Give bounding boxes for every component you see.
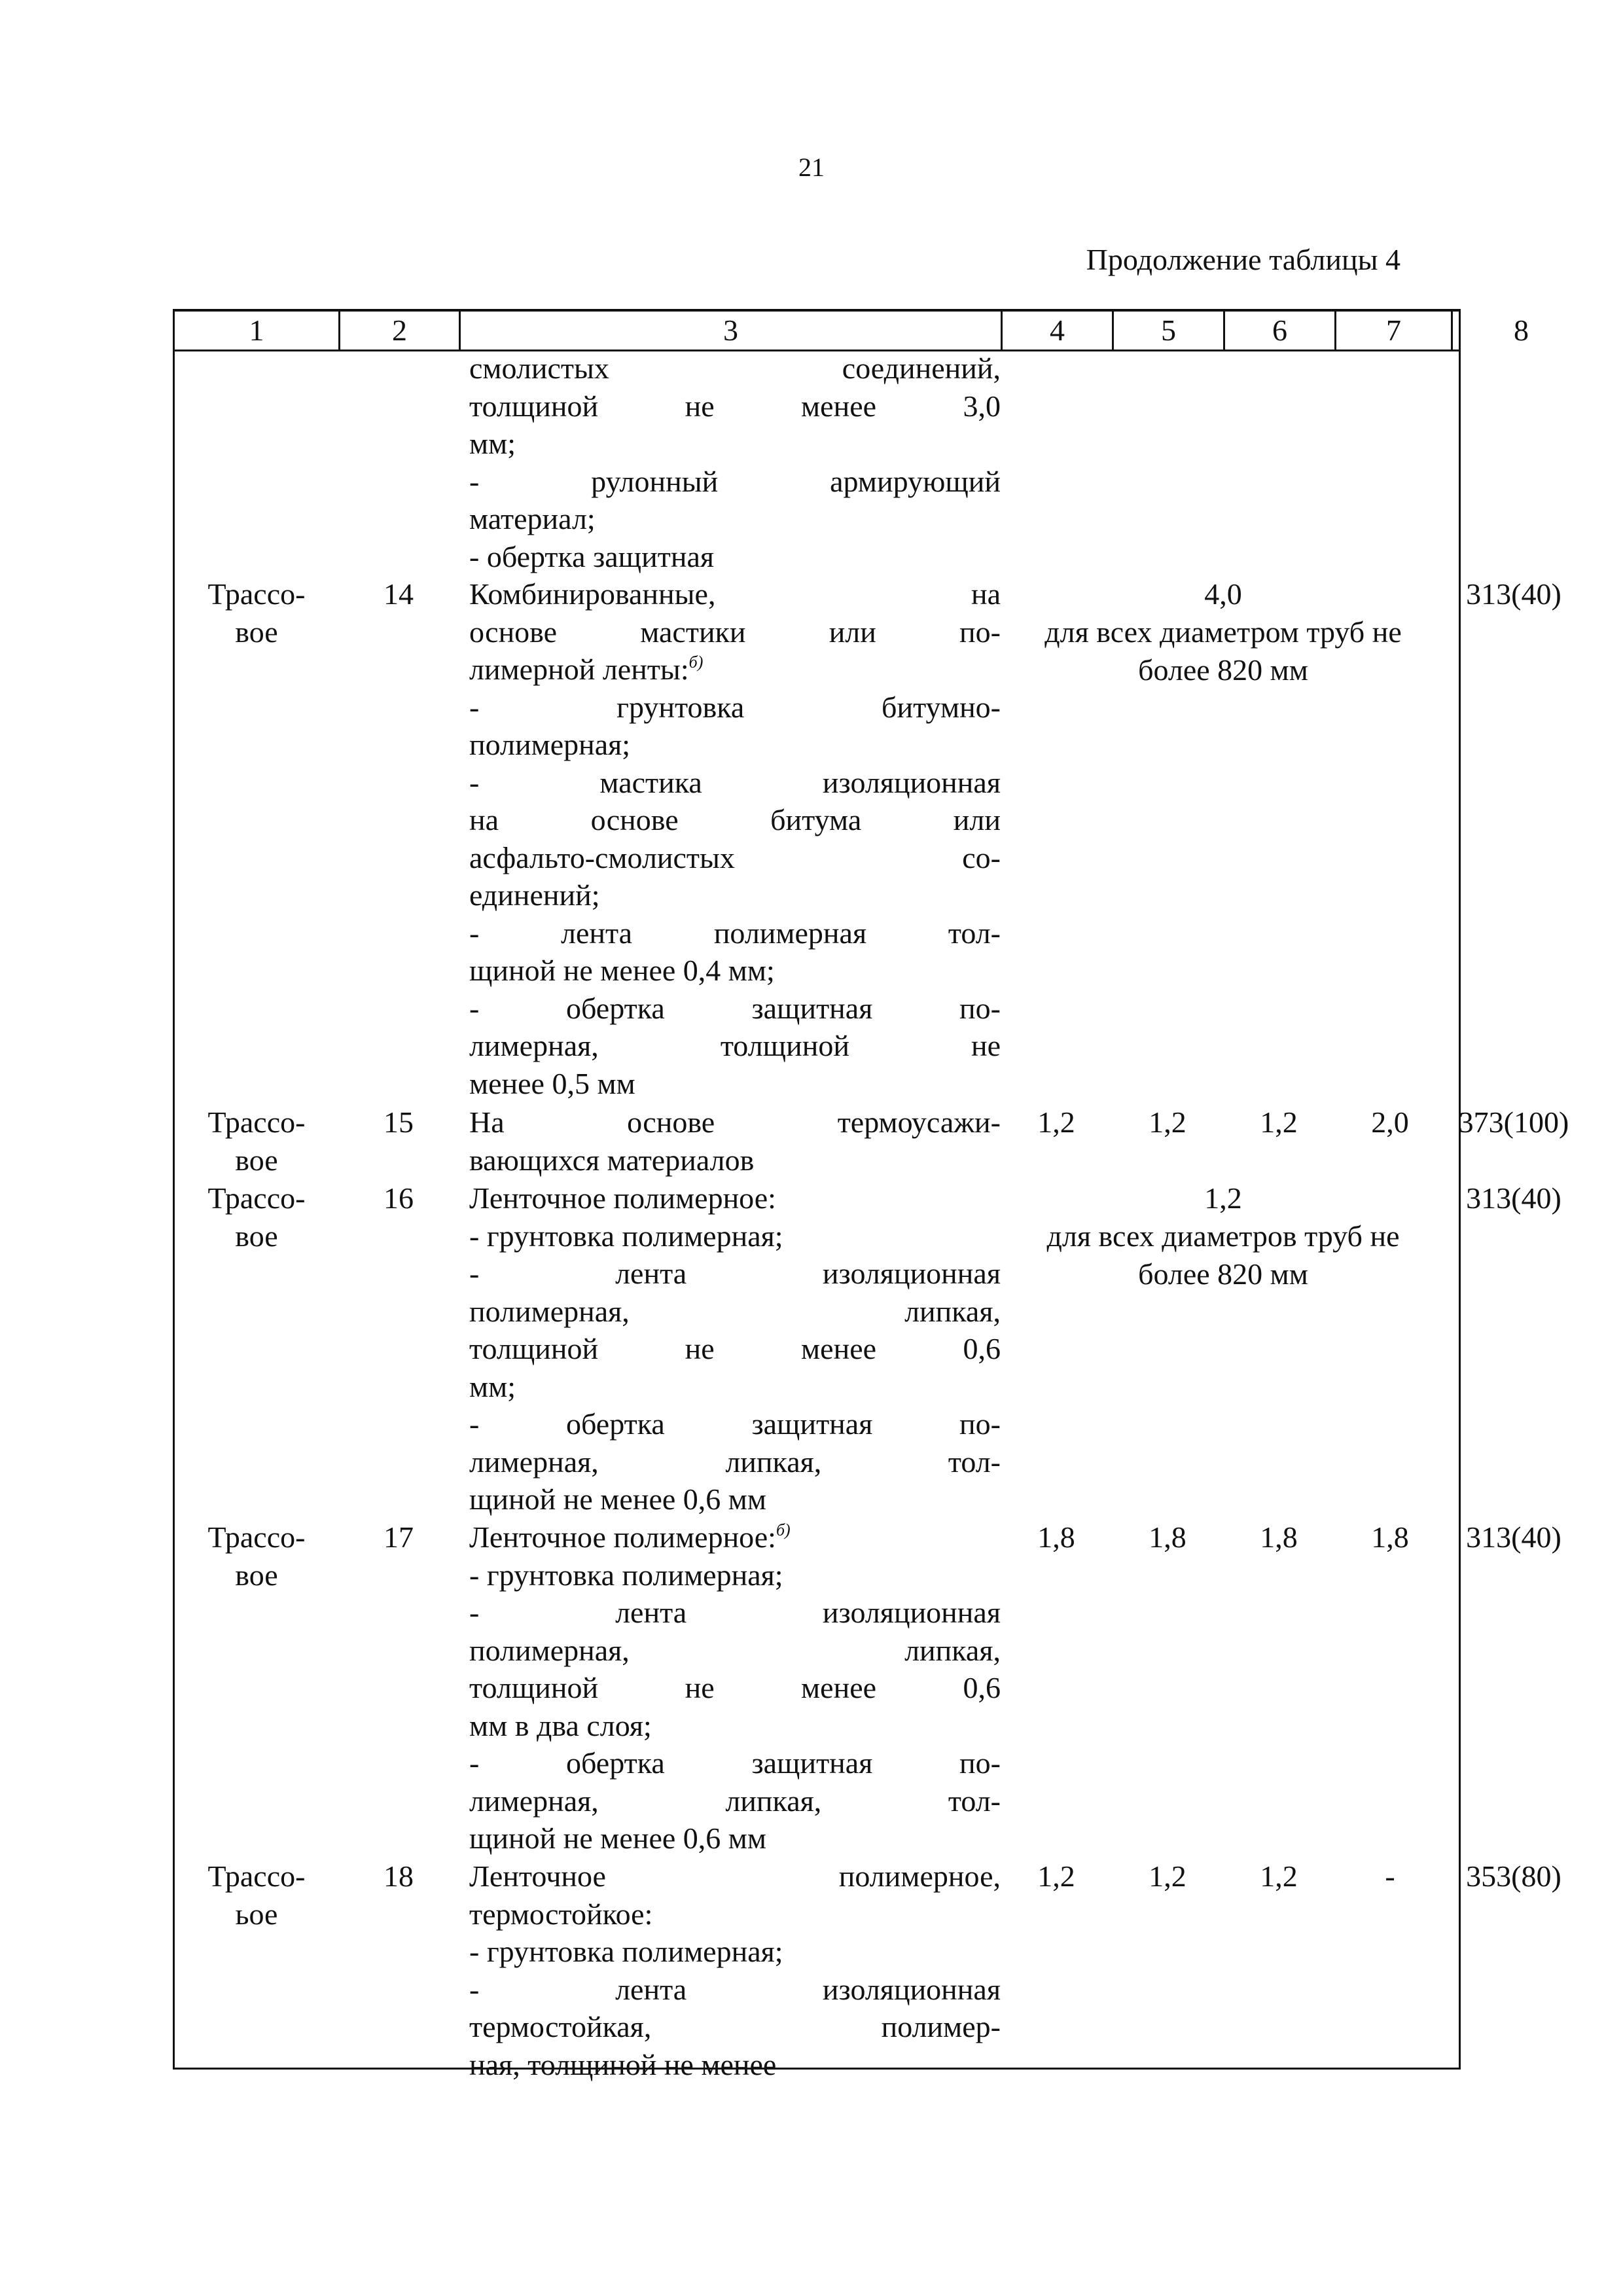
row-col8-value: 313(40) bbox=[1466, 1520, 1561, 1554]
row-number: 14 bbox=[383, 577, 414, 611]
row-type-line: ьое bbox=[235, 1897, 278, 1931]
description-line: щиной не менее 0,6 мм bbox=[469, 1482, 767, 1516]
description-line: менее 0,5 мм bbox=[469, 1066, 635, 1100]
description-line: толщиной не менее 0,6 bbox=[469, 1671, 1001, 1704]
row-value-col6: 1,2 bbox=[1260, 1105, 1298, 1139]
description-line: Комбинированные, на bbox=[469, 577, 1001, 611]
row-number: 18 bbox=[383, 1859, 414, 1893]
row-type bbox=[175, 1179, 338, 1255]
row-number: 17 bbox=[383, 1520, 414, 1554]
description-line: - рулонный армирующий bbox=[469, 464, 1001, 498]
description-line: - обертка защитная по- bbox=[469, 991, 1001, 1025]
description-line: единений; bbox=[469, 878, 600, 912]
row-value-col6: 1,8 bbox=[1260, 1520, 1298, 1554]
row-description bbox=[469, 1103, 1001, 1179]
description-line: - грунтовка полимерная; bbox=[469, 1935, 783, 1968]
spanned-value-number: 1,2 bbox=[1204, 1181, 1242, 1215]
description-line: толщиной не менее 3,0 bbox=[469, 389, 1001, 423]
spanned-value-number: 4,0 bbox=[1204, 577, 1242, 611]
row-value-col7: 1,8 bbox=[1371, 1520, 1409, 1554]
description-line: - лента изоляционная bbox=[469, 1972, 1001, 2006]
header-cell-1: 1 bbox=[249, 314, 264, 347]
description-line: - обертка защитная по- bbox=[469, 1407, 1001, 1441]
description-line: - лента изоляционная bbox=[469, 1596, 1001, 1629]
description-text: Ленточное полимерное: bbox=[469, 1520, 776, 1554]
footnote-mark: б) bbox=[776, 1520, 791, 1539]
table-4 bbox=[173, 309, 1569, 2081]
spanned-value-note: для всех диаметром труб не bbox=[1044, 615, 1402, 649]
row-value-col4: 1,8 bbox=[1037, 1520, 1075, 1554]
description-line bbox=[469, 1518, 1001, 1556]
page-number: 21 bbox=[798, 152, 825, 182]
row-type-line: Трассо- bbox=[207, 577, 306, 611]
description-line: толщиной не менее 0,6 bbox=[469, 1332, 1001, 1365]
description-line: термостойкое: bbox=[469, 1897, 653, 1931]
description-line: полимерная; bbox=[469, 728, 631, 761]
spanned-value-note: более 820 мм bbox=[1138, 1257, 1308, 1291]
row-type-line: Трассо- bbox=[207, 1105, 306, 1139]
header-cell-2: 2 bbox=[338, 312, 459, 350]
description-line: щиной не менее 0,4 мм; bbox=[469, 954, 775, 987]
description-line: лимерная, толщиной не bbox=[469, 1029, 1001, 1062]
header-cell-5: 5 bbox=[1112, 312, 1223, 350]
description-line: - обертка защитная по- bbox=[469, 1746, 1001, 1780]
row-col8-value: 313(40) bbox=[1466, 577, 1561, 611]
header-cell-4: 4 bbox=[1001, 312, 1112, 350]
row-value-col7: 2,0 bbox=[1371, 1105, 1409, 1139]
row-description bbox=[469, 1518, 1001, 1857]
description-line: основе мастики или по- bbox=[469, 615, 1001, 649]
row-description bbox=[469, 575, 1001, 1102]
description-line: термостойкая, полимер- bbox=[469, 2010, 1001, 2043]
footnote-mark: б) bbox=[688, 653, 704, 672]
spanned-value bbox=[1001, 1179, 1446, 1293]
row-value-col5: 1,2 bbox=[1149, 1859, 1186, 1893]
table-body bbox=[175, 350, 1569, 2081]
description-line: - грунтовка битумно- bbox=[469, 690, 1001, 724]
table-caption: Продолжение таблицы 4 bbox=[1086, 243, 1400, 276]
spanned-value-note: для всех диаметров труб не bbox=[1046, 1219, 1400, 1253]
description-line: мм; bbox=[469, 427, 516, 460]
description-line: мм в два слоя; bbox=[469, 1708, 652, 1742]
description-line: на основе битума или bbox=[469, 803, 1001, 836]
description-line: - мастика изоляционная bbox=[469, 765, 1001, 799]
description-line: - грунтовка полимерная; bbox=[469, 1558, 783, 1592]
continued-row-description bbox=[469, 350, 1001, 575]
description-line: полимерная, липкая, bbox=[469, 1633, 1001, 1667]
description-line: - лента полимерная тол- bbox=[469, 916, 1001, 950]
row-type-line: Трассо- bbox=[207, 1520, 306, 1554]
row-type-line: Трассо- bbox=[207, 1859, 306, 1893]
description-text: лимерной ленты: bbox=[469, 653, 689, 686]
row-value-col4: 1,2 bbox=[1037, 1105, 1075, 1139]
row-type-line: вое bbox=[235, 1219, 278, 1253]
description-line: лимерная, липкая, тол- bbox=[469, 1784, 1001, 1818]
row-value-col4: 1,2 bbox=[1037, 1859, 1075, 1893]
row-description bbox=[469, 1179, 1001, 1518]
table-header-row bbox=[175, 312, 1529, 351]
row-type-line: вое bbox=[235, 1143, 278, 1177]
description-line: лимерная, липкая, тол- bbox=[469, 1444, 1001, 1479]
description-line: асфальто-смолистых со- bbox=[469, 840, 1001, 874]
row-value-col5: 1,8 bbox=[1149, 1520, 1186, 1554]
description-line bbox=[469, 651, 1001, 689]
description-line: - лента изоляционная bbox=[469, 1257, 1001, 1290]
row-type-line: вое bbox=[235, 1558, 278, 1592]
spanned-value bbox=[1001, 575, 1446, 689]
description-line: Ленточное полимерное, bbox=[469, 1859, 1001, 1893]
row-type-line: Трассо- bbox=[207, 1181, 306, 1215]
description-line: мм; bbox=[469, 1369, 516, 1403]
description-line: - грунтовка полимерная; bbox=[469, 1219, 783, 1253]
row-type bbox=[175, 1518, 338, 1594]
description-line: полимерная, липкая, bbox=[469, 1294, 1001, 1328]
row-type-line: вое bbox=[235, 615, 278, 649]
row-type bbox=[175, 1857, 338, 1933]
header-cell-3: 3 bbox=[459, 312, 1001, 350]
description-line: ная, толщиной не менее bbox=[469, 2047, 777, 2081]
header-cell-8: 8 bbox=[1451, 312, 1590, 350]
header-cell-7: 7 bbox=[1334, 312, 1451, 350]
row-description bbox=[469, 1857, 1001, 2083]
description-line: Ленточное полимерное: bbox=[469, 1181, 776, 1215]
row-type bbox=[175, 575, 338, 651]
spanned-value-note: более 820 мм bbox=[1138, 653, 1308, 687]
row-value-col7: - bbox=[1385, 1859, 1395, 1893]
row-number: 15 bbox=[383, 1105, 414, 1139]
description-line: вающихся материалов bbox=[469, 1143, 755, 1177]
header-cell-6: 6 bbox=[1223, 312, 1334, 350]
row-number: 16 bbox=[383, 1181, 414, 1215]
row-col8-value: 313(40) bbox=[1466, 1181, 1561, 1215]
row-col8-value: 353(80) bbox=[1466, 1859, 1561, 1893]
row-col8-value: 373(100) bbox=[1458, 1105, 1569, 1139]
description-line: щиной не менее 0,6 мм bbox=[469, 1821, 767, 1855]
row-value-col6: 1,2 bbox=[1260, 1859, 1298, 1893]
row-value-col5: 1,2 bbox=[1149, 1105, 1186, 1139]
description-line: - обертка защитная bbox=[469, 539, 715, 573]
description-line: На основе термоусажи- bbox=[469, 1105, 1001, 1139]
description-line: материал; bbox=[469, 502, 596, 535]
description-line: смолистых соединений, bbox=[469, 351, 1001, 385]
row-type bbox=[175, 1103, 338, 1179]
